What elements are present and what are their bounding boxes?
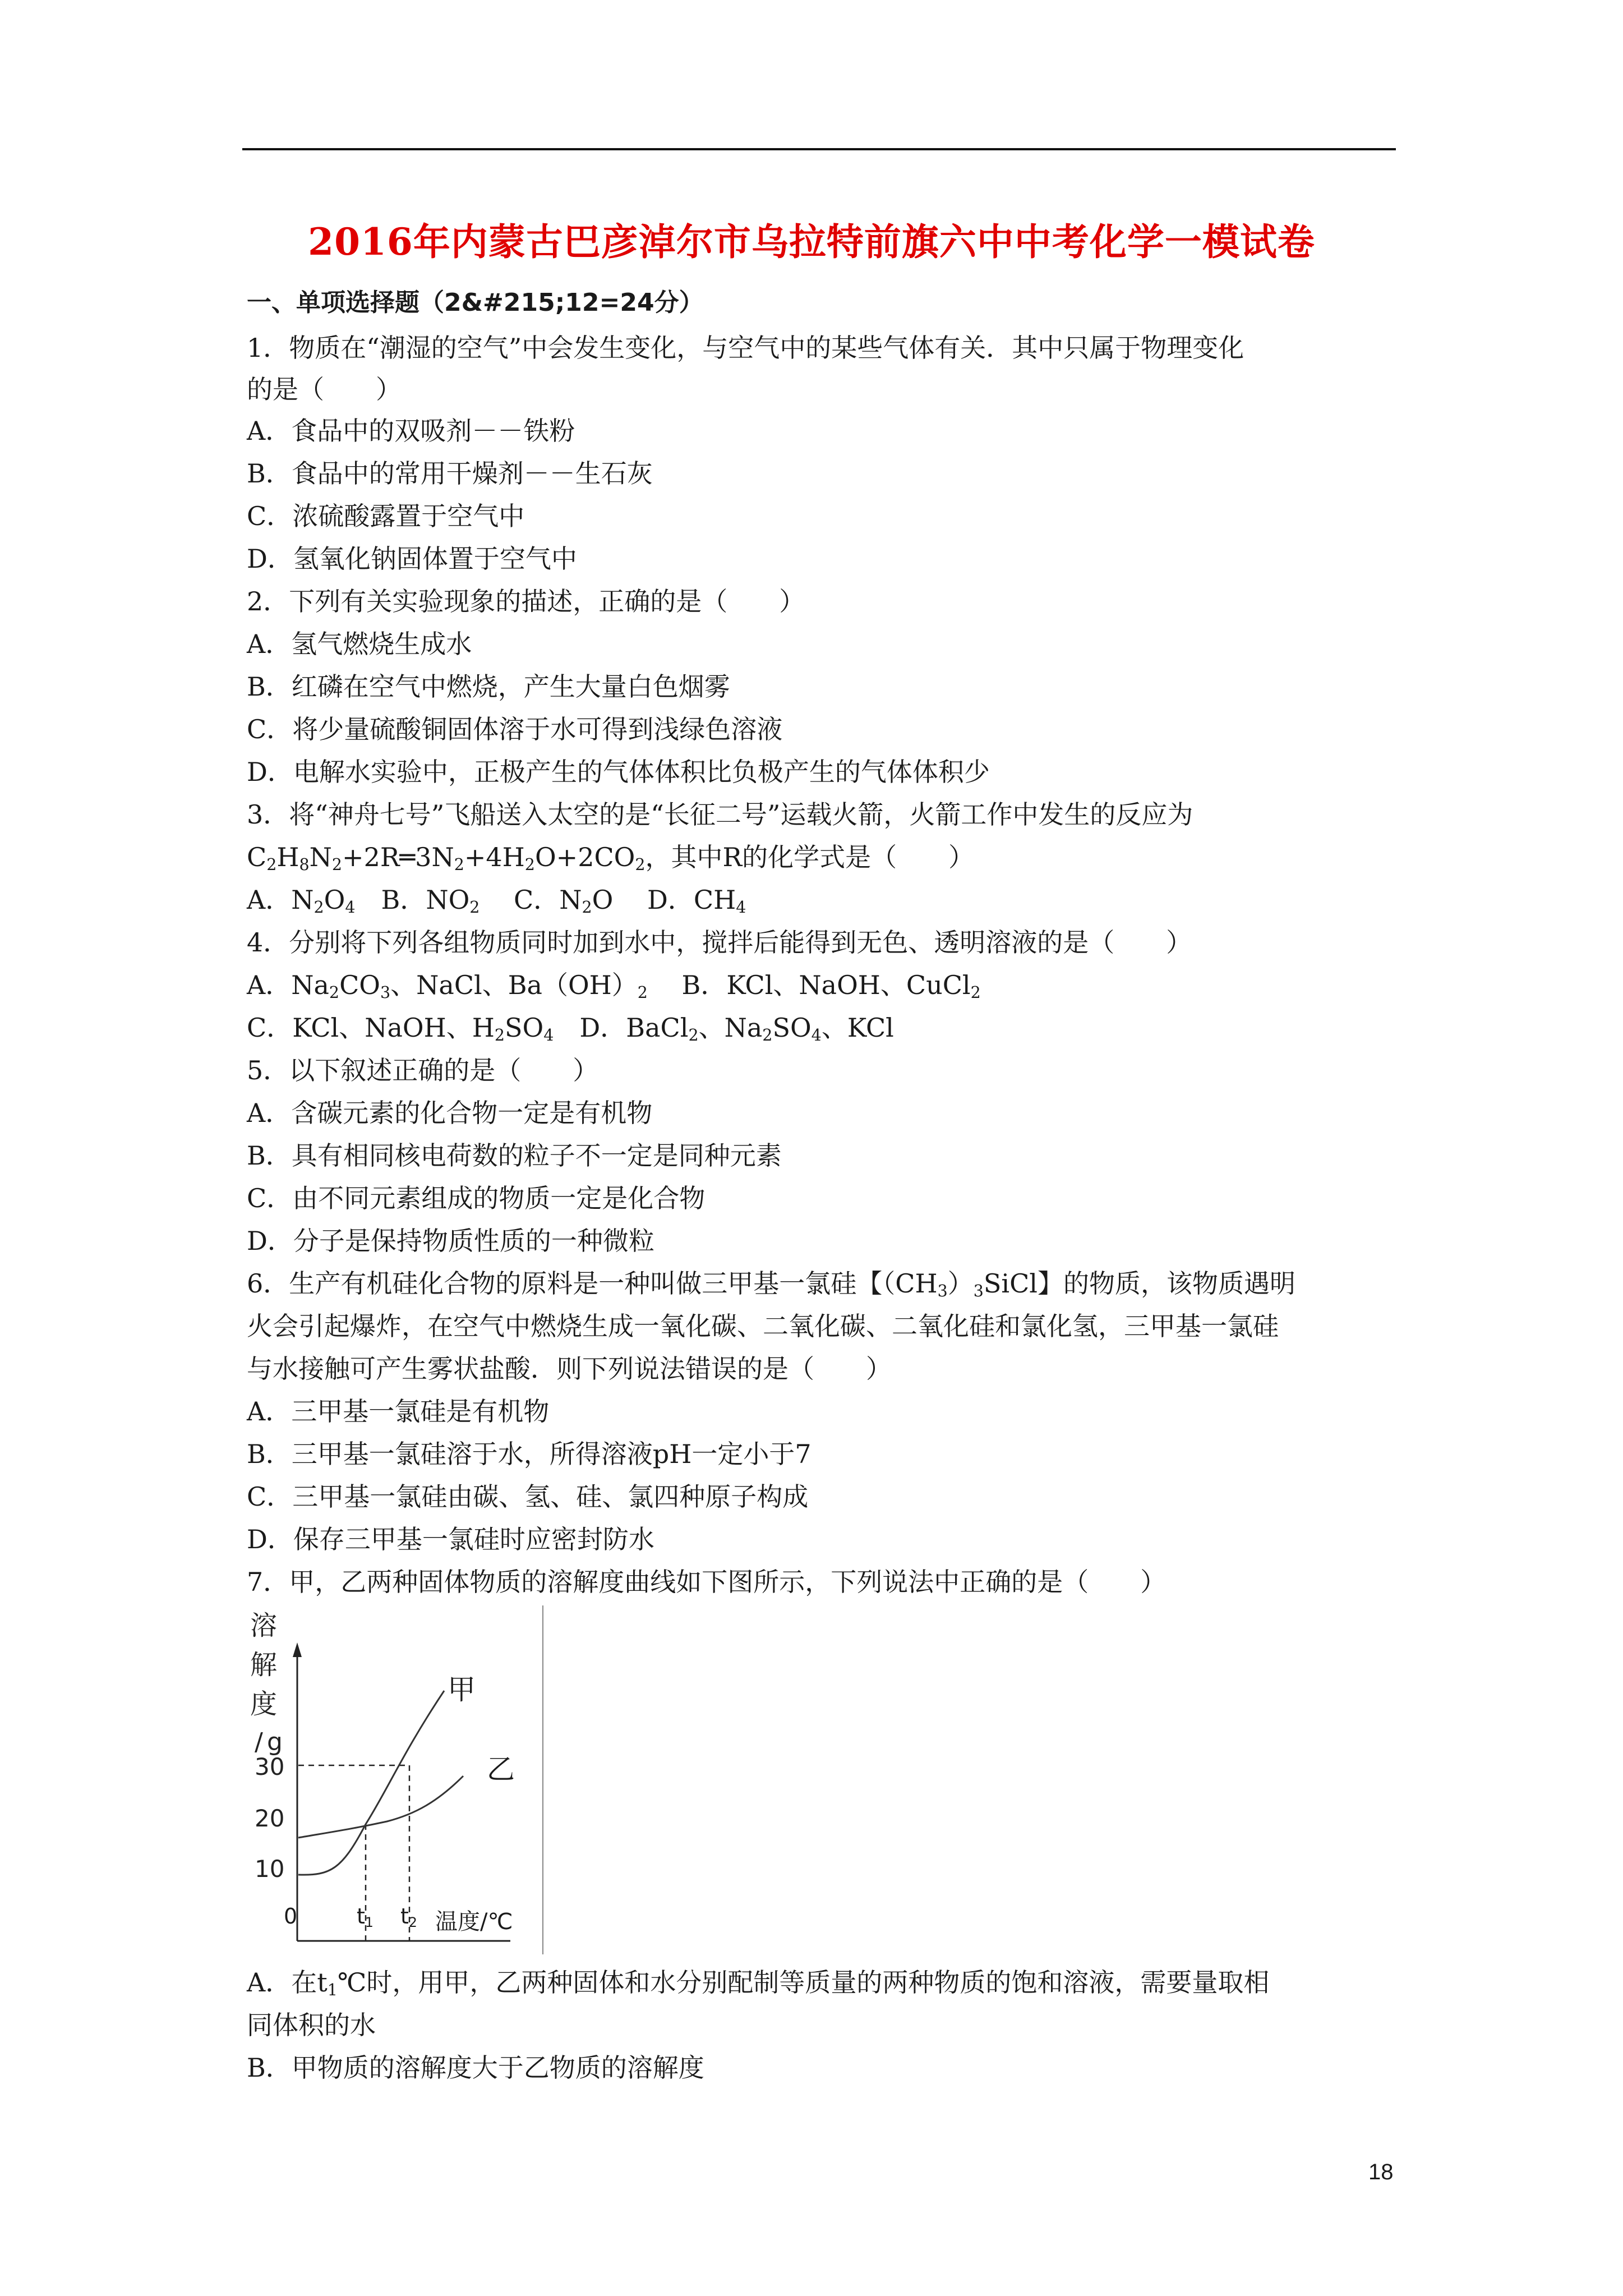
q2-stem: 2．下列有关实验现象的描述，正确的是（ ）	[247, 586, 805, 616]
series-label-yi: 乙	[487, 1753, 515, 1786]
t2-label: $t_2$	[400, 1904, 417, 1930]
q5-option-c: C．由不同元素组成的物质一定是化合物	[247, 1183, 706, 1213]
q5-stem: 5．以下叙述正确的是（ ）	[247, 1055, 599, 1085]
q5-option-b: B．具有相同核电荷数的粒子不一定是同种元素	[247, 1140, 782, 1171]
ylabel-char-4: /	[255, 1728, 263, 1756]
q6-option-d: D．保存三甲基一氯硅时应密封防水	[247, 1524, 654, 1554]
ylabel-char-3: 度	[250, 1688, 278, 1720]
q1-option-a: A．食品中的双吸剂－－铁粉	[247, 416, 575, 446]
q2-option-d: D．电解水实验中，正极产生的气体体积比负极产生的气体体积少	[247, 757, 990, 787]
q6-option-b: B．三甲基一氯硅溶于水，所得溶液pH一定小于7	[247, 1439, 811, 1469]
q7-option-b: B．甲物质的溶解度大于乙物质的溶解度	[247, 2053, 704, 2083]
q2-option-a: A．氢气燃烧生成水	[247, 629, 472, 659]
q3-stem-line2: $C_2H_8N_2+2R═3N_2+4H_2O+2CO_2$，其中R的化学式是（ ）	[247, 842, 975, 875]
ylabel-char-2: 解	[250, 1649, 278, 1681]
xlabel: 温度/℃	[435, 1909, 513, 1935]
ytick-20: 20	[255, 1805, 285, 1832]
page-title: 2016年内蒙古巴彦淖尔市乌拉特前旗六中中考化学一模试卷	[308, 220, 1315, 264]
q7-stem: 7．甲，乙两种固体物质的溶解度曲线如下图所示，下列说法中正确的是（ ）	[247, 1567, 1166, 1597]
series-label-jia: 甲	[448, 1673, 476, 1706]
q2-option-c: C．将少量硫酸铜固体溶于水可得到浅绿色溶液	[247, 714, 783, 744]
q3-options: A．$N_2O_4$ B．$NO_2$ C．$N_2O$ D．$CH_4$	[247, 885, 746, 917]
q5-option-a: A．含碳元素的化合物一定是有机物	[247, 1098, 653, 1128]
q4-options-ab: A．$Na_2CO_3$、NaCl、$Ba(OH)_2$ B．KCl、NaOH、CuCl$_2$	[247, 970, 981, 1002]
header-rule	[242, 148, 1396, 150]
ytick-10: 10	[255, 1855, 285, 1883]
q6-stem-line1: 6．生产有机硅化合物的原料是一种叫做三甲基一氯硅【$(CH_3)_3SiCl$】的物质，该物质遇明	[247, 1268, 1296, 1301]
t1-label: $t_1$	[357, 1904, 374, 1930]
q7-option-a-line2: 同体积的水	[247, 2010, 376, 2040]
y-axis-arrow	[293, 1642, 302, 1657]
ylabel-char-5: g	[267, 1728, 283, 1756]
curve-jia	[298, 1691, 444, 1875]
section-heading: 一、单项选择题（2&#215;12=24分）	[247, 288, 704, 317]
origin-label: 0	[284, 1904, 298, 1929]
ytick-30: 30	[255, 1753, 285, 1780]
q6-option-a: A．三甲基一氯硅是有机物	[247, 1396, 550, 1427]
q1-option-c: C．浓硫酸露置于空气中	[247, 501, 525, 531]
q1-stem-line2: 的是（ ）	[247, 374, 402, 404]
q4-stem: 4．分别将下列各组物质同时加到水中，搅拌后能得到无色、透明溶液的是（ ）	[247, 927, 1192, 958]
q1-option-d: D．氢氧化钠固体置于空气中	[247, 544, 577, 574]
q6-stem-line2: 火会引起爆炸，在空气中燃烧生成一氧化碳、二氧化碳、二氧化硅和氯化氢，三甲基一氯硅	[247, 1311, 1279, 1341]
q1-stem-line1: 1．物质在“潮湿的空气”中会发生变化，与空气中的某些气体有关．其中只属于物理变化	[247, 333, 1244, 363]
curve-yi	[298, 1776, 463, 1838]
q4-options-cd: C．KCl、NaOH、$H_2SO_4$ D．BaCl$_2$、$Na_2SO_4$、KCl	[247, 1013, 894, 1045]
q6-option-c: C．三甲基一氯硅由碳、氢、硅、氯四种原子构成	[247, 1481, 809, 1512]
q6-stem-line3: 与水接触可产生雾状盐酸．则下列说法错误的是（ ）	[247, 1354, 892, 1384]
page-number: 18	[1368, 2160, 1394, 2184]
ylabel-char-1: 溶	[250, 1610, 278, 1641]
q2-option-b: B．红磷在空气中燃烧，产生大量白色烟雾	[247, 671, 730, 702]
q1-option-b: B．食品中的常用干燥剂－－生石灰	[247, 458, 653, 489]
q5-option-d: D．分子是保持物质性质的一种微粒	[247, 1226, 654, 1256]
q7-option-a-line1: A．在$t_1℃$时，用甲，乙两种固体和水分别配制等质量的两种物质的饱和溶液，需要量取相	[247, 1967, 1270, 2000]
q3-stem-line1: 3．将“神舟七号”飞船送入太空的是“长征二号”运载火箭，火箭工作中发生的反应为	[247, 799, 1193, 830]
solubility-curve-figure	[247, 1605, 544, 1954]
